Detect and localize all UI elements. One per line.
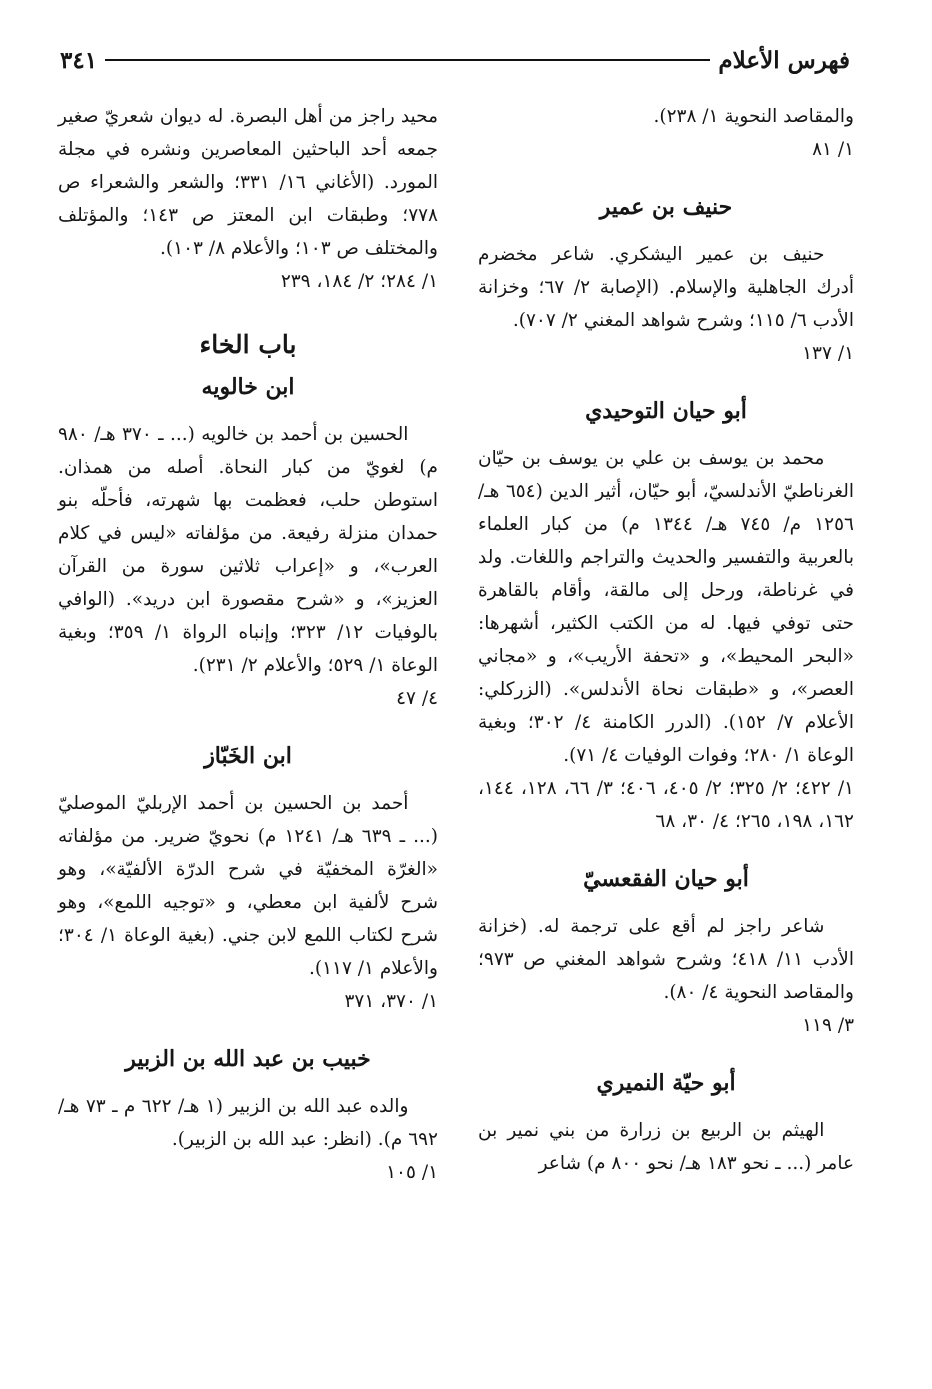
- entry-body: أحمد بن الحسين بن أحمد الإربليّ الموصليّ (... ـ ٦٣٩ هـ/ ١٢٤١ م) نحويّ ضرير. من مؤلفاته «الغرّة المخفيّة في شرح الدرّة الألفيّة»، وهو شرح لألفية ابن معطي، و «توجيه اللمع»، وهو شرح لكتاب اللمع لابن جني. (بغية الوعاة ١/ ٣٠٤؛ والأعلام ١/ ١١٧).: [58, 793, 439, 979]
- page-header: [60, 40, 850, 80]
- entry-title: خبيب بن عبد الله بن الزبير: [125, 1046, 371, 1072]
- continuation-line: والمقاصد النحوية ١/ ٢٣٨).: [653, 106, 854, 127]
- entry-body: محمد بن يوسف بن علي بن يوسف بن حيّان الغرناطيّ الأندلسيّ، أبو حيّان، أثير الدين (٦٥٤ هـ/ ١٢٥٦ م/ ٧٤٥ هـ/ ١٣٤٤ م) من كبار العلماء بالعربية والتفسير والحديث والتراجم واللغات. ولد في غرناطة، ورحل إلى مالقة، وأقام بالقاهرة حتى توفي فيها. له من الكتب الكثير، أشهرها: «البحر المحيط»، و «تحفة الأريب»، و «مجاني العصر»، و «طبقات نحاة الأندلس». (الزركلي: الأعلام ٧/ ١٥٢). (الدرر الكامنة ٤/ ٣٠٢؛ وبغية الوعاة ١/ ٢٨٠؛ وفوات الوفيات ٤/ ٧١).: [478, 448, 854, 766]
- entry: [478, 862, 854, 1042]
- page-number: ٣٤١: [60, 46, 98, 74]
- entry-title: أبو حيان التوحيدي: [585, 398, 747, 424]
- entry-title: أبو حيّة النميري: [596, 1070, 736, 1096]
- entry-refs: ٣/ ١١٩: [802, 1015, 854, 1036]
- entry: [478, 394, 854, 838]
- entry-title: أبو حيان الفقعسيّ: [583, 866, 749, 892]
- continuation-refs: ١/ ٢٨٤؛ ٢/ ١٨٤، ٢٣٩: [280, 271, 438, 292]
- entry: [58, 370, 438, 715]
- entry: [58, 739, 438, 1018]
- entry: [478, 190, 854, 370]
- entry: [58, 1042, 438, 1189]
- entry-title: ابن خالويه: [201, 374, 295, 400]
- continuation-refs: ١/ ٨١: [812, 139, 854, 160]
- entry-refs: ٤/ ٤٧: [396, 688, 438, 709]
- entry-refs: ١/ ٤٢٢؛ ٢/ ٣٢٥؛ ٢/ ٤٠٥، ٤٠٦؛ ٣/ ٦٦، ١٢٨، ١٤٤، ١٦٢، ١٩٨، ٢٦٥؛ ٤/ ٣٠، ٦٨: [478, 778, 854, 832]
- entry-body: الحسين بن أحمد بن خالويه (... ـ ٣٧٠ هـ/ ٩٨٠ م) لغويّ من كبار النحاة. أصله من همذان. استوطن حلب، فعظمت بها شهرته، فأحلّه بنو حمدان منزلة رفيعة. من مؤلفاته «ليس في كلام العرب»، و «إعراب ثلاثين سورة من القرآن العزيز»، و «شرح مقصورة ابن دريد». (الوافي بالوفيات ١٢/ ٣٢٣؛ وإنباه الرواة ١/ ٣٥٩؛ وبغية الوعاة ١/ ٥٢٩؛ والأعلام ٢/ ٢٣١).: [58, 424, 438, 676]
- entry-body: الهيثم بن الربيع بن زرارة من بني نمير بن عامر (... ـ نحو ١٨٣ هـ/ نحو ٨٠٠ م) شاعر: [478, 1120, 854, 1174]
- entry-refs: ١/ ٣٧٠، ٣٧١: [344, 991, 438, 1012]
- right-column: [478, 100, 854, 1180]
- header-rule: [105, 59, 710, 61]
- section-title: باب الخاء: [199, 330, 297, 359]
- continuation-text: محيد راجز من أهل البصرة. له ديوان شعريّ صغير جمعه أحد الباحثين المعاصرين ونشره في مجلة المورد. (الأغاني ١٦/ ٣٣١؛ والشعر والشعراء ص ٧٧٨؛ وطبقات ابن المعتز ص ١٤٣؛ والمؤتلف والمختلف ص ١٠٣؛ والأعلام ٨/ ١٠٣).: [58, 106, 438, 259]
- entry: [478, 1066, 854, 1180]
- running-title: فهرس الأعلام: [718, 46, 850, 74]
- entry-title: ابن الخَبّاز: [204, 743, 292, 769]
- entry-body: حنيف بن عمير اليشكري. شاعر مخضرم أدرك الجاهلية والإسلام. (الإصابة ٢/ ٦٧؛ وخزانة الأدب ٦/ ١١٥؛ وشرح شواهد المغني ٢/ ٧٠٧).: [478, 244, 854, 331]
- entry-body: شاعر راجز لم أقع على ترجمة له. (خزانة الأدب ١١/ ٤١٨؛ وشرح شواهد المغني ص ٩٧٣؛ والمقاصد النحوية ٤/ ٨٠).: [478, 916, 854, 1003]
- left-column: [58, 100, 438, 1189]
- entry-title: حنيف بن عمير: [599, 194, 733, 220]
- entry-refs: ١/ ١٣٧: [802, 343, 854, 364]
- entry-refs: ١/ ١٠٥: [386, 1162, 438, 1183]
- entry-body: والده عبد الله بن الزبير (١ هـ/ ٦٢٢ م ـ ٧٣ هـ/ ٦٩٢ م). (انظر: عبد الله بن الزبير).: [58, 1096, 438, 1150]
